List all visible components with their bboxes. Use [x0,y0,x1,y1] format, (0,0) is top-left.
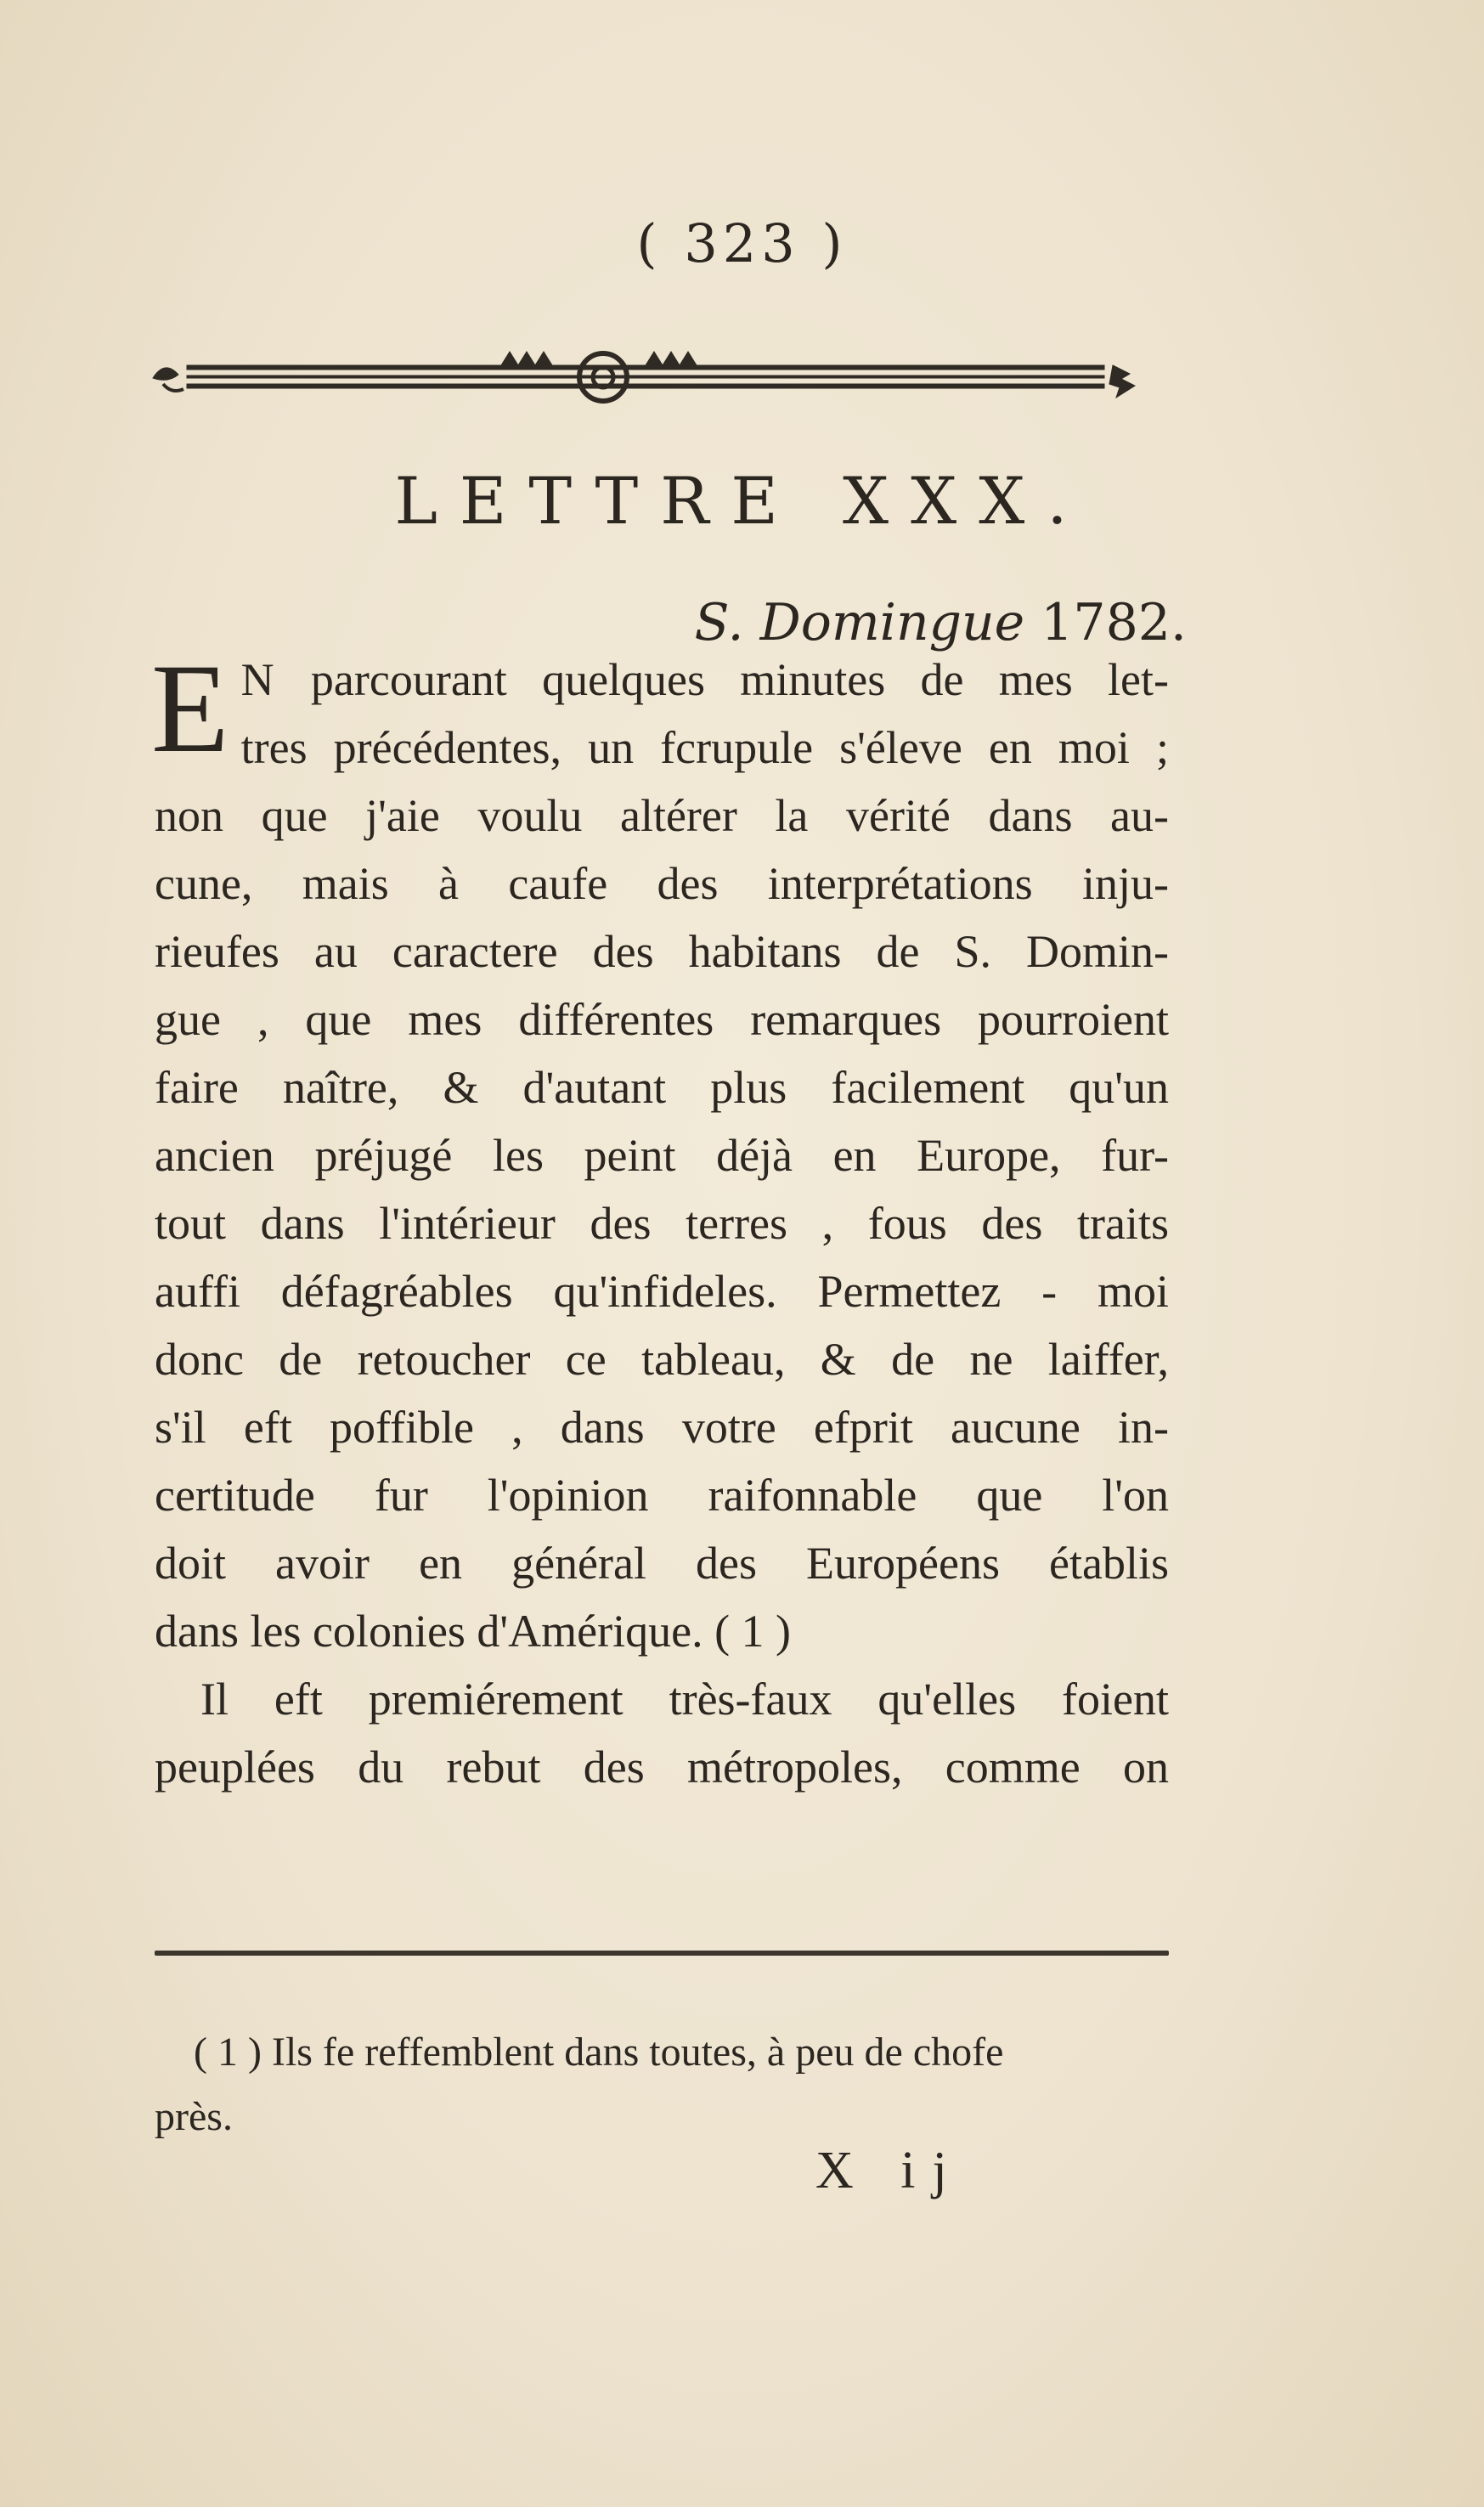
body-line: ancien préjugé les peint déjà en Europe, fur- [155,1130,1169,1181]
drop-cap: E [151,638,229,779]
letter-body [151,638,1170,1801]
body-line: rieufes au caractere des habitans de S. Domin- [155,926,1169,977]
body-line: tres précédentes, un fcrupule s'éleve en moi ; [240,722,1169,773]
signature-mark: X ij [815,2142,964,2199]
body-line: tout dans l'intérieur des terres , fous des traits [155,1198,1169,1249]
footnote-rule [155,1951,1169,1956]
first-word: N [240,654,276,705]
dateline-year: 1782. [1041,593,1187,652]
body-line: auffi défagréables qu'infideles. Permettez - moi [155,1266,1169,1317]
body-line: donc de retoucher ce tableau, & de ne laiffer, [155,1334,1169,1385]
body-line: certitude fur l'opinion raifonnable que l'on [155,1470,1169,1521]
body-line: N parcourant quelques minutes de mes let- [240,654,1170,705]
body-line: s'il eft poffible , dans votre efprit aucune in- [155,1402,1169,1453]
body-line: peuplées du rebut des métropoles, comme on [155,1742,1169,1793]
footnote [155,2020,1171,2149]
body-line: dans les colonies d'Amérique. ( 1 ) [155,1606,792,1657]
body-line: non que j'aie voulu altérer la vérité dans au- [155,790,1169,841]
dateline [695,593,1187,652]
body-line: Il eft premiérement très-faux qu'elles foient [200,1674,1169,1725]
page-number: ( 323 ) [636,212,848,274]
body-line: faire naître, & d'autant plus facilement qu'un [155,1062,1169,1113]
ornamental-headband [144,340,1155,416]
dateline-place: S. Domingue [694,593,1025,652]
letter-title: LETTRE XXX. [394,463,1090,539]
body-line: doit avoir en général des Européens établis [155,1538,1169,1589]
footnote-line: près. [155,2094,233,2139]
footnote-line: ( 1 ) Ils fe reffemblent dans toutes, à peu de chofe [194,2030,1004,2075]
body-line: cune, mais à caufe des interprétations inju- [155,858,1169,909]
body-line: gue , que mes différentes remarques pourroient [155,994,1169,1045]
